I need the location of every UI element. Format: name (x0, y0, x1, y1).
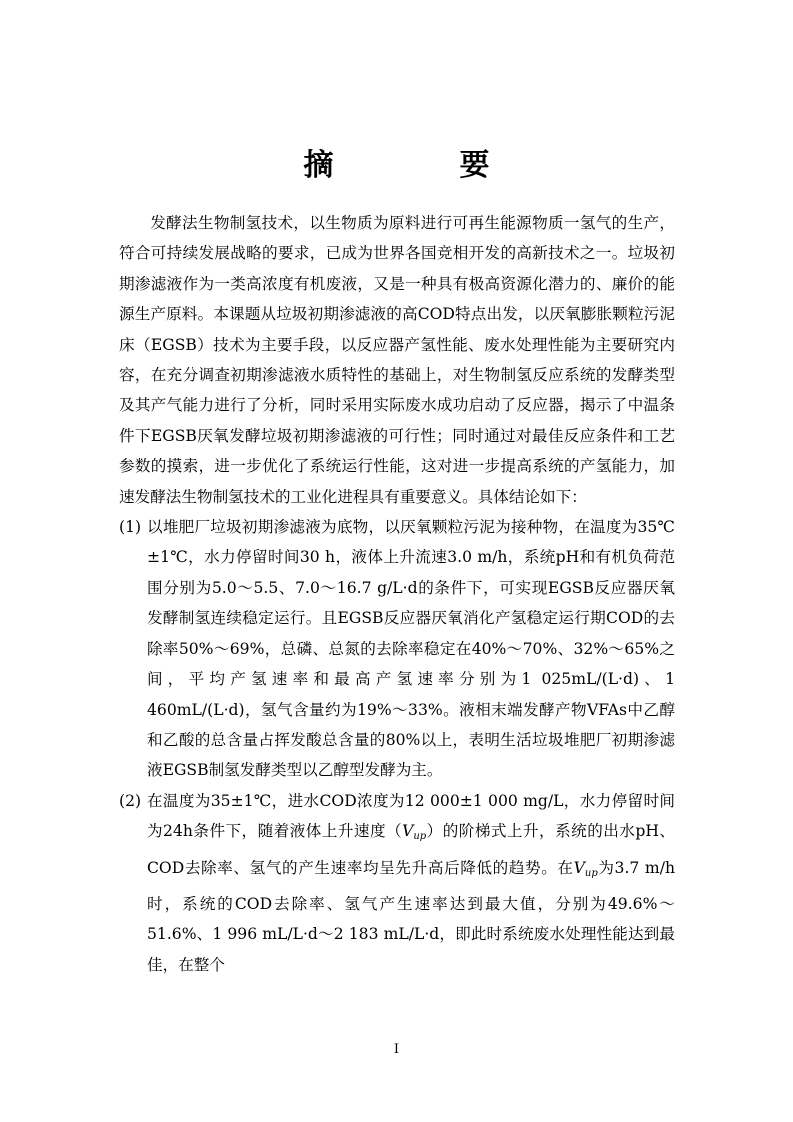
item-number: (2) (119, 791, 142, 810)
intro-paragraph: 发酵法生物制氢技术，以生物质为原料进行可再生能源物质一氢气的生产，符合可持续发展战略的要求，已成为世界各国竞相开发的高新技术之一。垃圾初期渗滤液作为一类高浓度有机废液，又是一种具有极高资源化潜力的、廉价的能源生产原料。本课题从垃圾初期渗滤液的高COD特点出发，以厌氧膨胀颗粒污泥床（EGSB）技术为主要手段，以反应器产氢性能、废水处理性能为主要研究内容，在充分调查初期渗滤液水质特性的基础上，对生物制氢反应系统的发酵类型及其产气能力进行了分析，同时采用实际废水成功启动了反应器，揭示了中温条件下EGSB厌氧发酵垃圾初期渗滤液的可行性；同时通过对最佳反应条件和工艺参数的摸索，进一步优化了系统运行性能，这对进一步提高系统的产氢能力，加速发酵法生物制氢技术的工业化进程具有重要意义。具体结论如下： (119, 214, 675, 506)
abstract-body (119, 208, 675, 980)
variable-v: V (573, 858, 585, 877)
page-title: 摘 要 (303, 148, 538, 183)
item-text-part: ）的阶梯式上升，系统的出水pH、COD去除率、氢气的产生速率均呈先升高后降低的趋势。在 (147, 822, 675, 877)
variable-v: V (402, 822, 414, 841)
item-text-part: 为3.7 m/h时，系统的COD去除率、氢气产生速率达到最大值，分别为49.6%～51.6%、1 996 mL/L·d～2 183 mL/L·d，即此时系统废水处理性能达到最佳，在整个 (147, 858, 676, 974)
list-item (119, 786, 675, 980)
list-item (119, 512, 675, 786)
item-text: 以堆肥厂垃圾初期渗滤液为底物，以厌氧颗粒污泥为接种物，在温度为35℃±1℃，水力停留时间30 h，液体上升流速3.0 m/h，系统pH和有机负荷范围分别为5.0～5.5、7.0～16.7 g/L·d的条件下，可实现EGSB反应器厌氧发酵制氢连续稳定运行。且EGSB反应器厌氧消化产氢稳定运行期COD的去除率50%～69%，总磷、总氮的去除率稳定在40%～70%、32%～65%之间，平均产氢速率和最高产氢速率分别为1 025mL/(L·d)、1 460mL/(L·d)，氢气含量约为19%～33%。液相末端发酵产物VFAs中乙醇和乙酸的总含量占挥发酸总含量的80%以上，表明生活垃圾堆肥厂初期渗滤液EGSB制氢发酵类型以乙醇型发酵为主。 (147, 518, 675, 780)
item-text-part: 在温度为35±1℃，进水COD浓度为12 000±1 000 mg/L，水力停留时间为24h条件下，随着液体上升速度（ (147, 791, 675, 841)
item-number: (1) (119, 518, 142, 537)
page-number: I (393, 1042, 400, 1057)
item-text (147, 786, 675, 980)
variable-subscript: up (413, 831, 427, 843)
variable-subscript: up (584, 867, 598, 879)
